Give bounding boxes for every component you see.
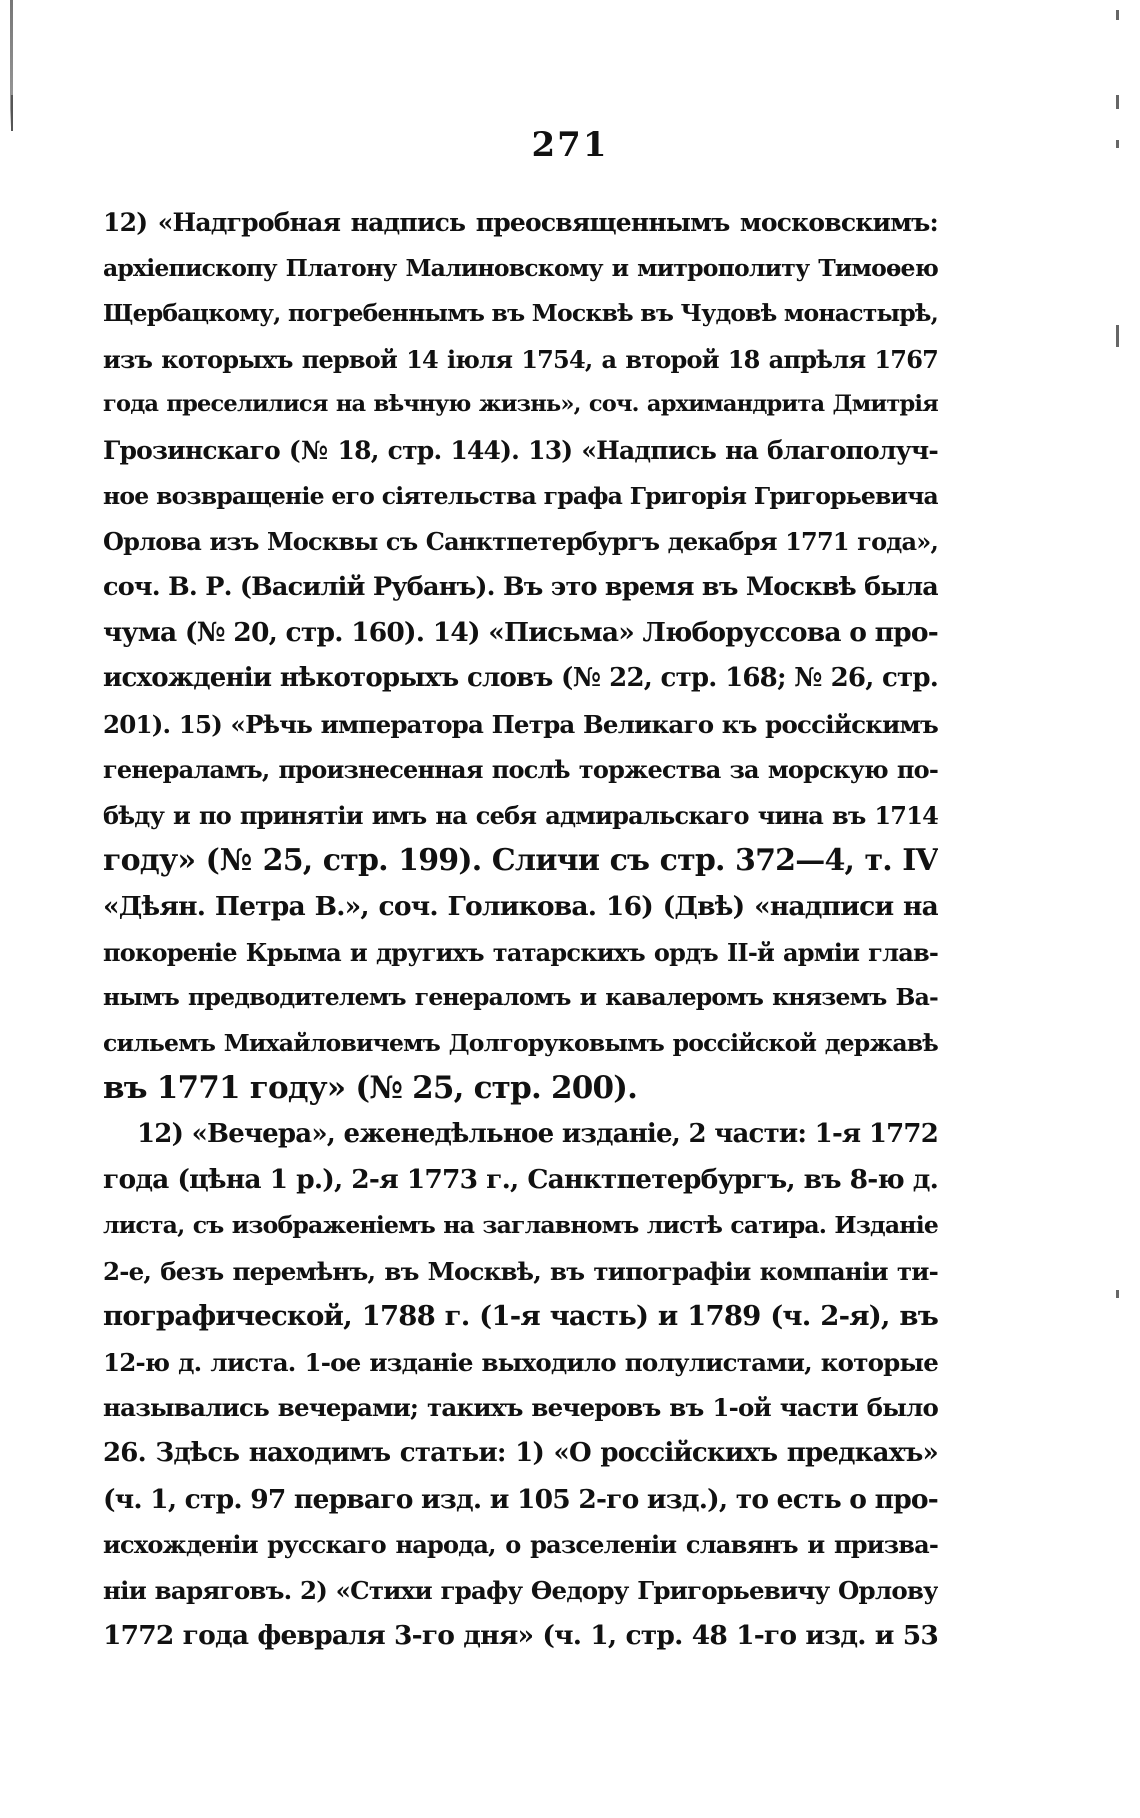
text-line: «Дѣян. Петра В.», соч. Голикова. 16) (Двѣ) «надписи на bbox=[103, 890, 938, 922]
text-line: нымъ предводителемъ генераломъ и кавалеромъ княземъ Ва- bbox=[103, 983, 938, 1012]
text-line: 201). 15) «Рѣчь императора Петра Великаго къ россійскимъ bbox=[103, 709, 938, 739]
text-line: 1772 года февраля 3-го дня» (ч. 1, стр. 48 1-го изд. и 53 bbox=[103, 1620, 938, 1652]
scan-edge-mark bbox=[1116, 10, 1119, 20]
text-line: года (цѣна 1 р.), 2-я 1773 г., Санктпетербургъ, въ 8-ю д. bbox=[103, 1164, 938, 1196]
text-line: исхожденіи нѣкоторыхъ словъ (№ 22, стр. 168; № 26, стр. bbox=[103, 662, 938, 693]
text-line: архіепископу Платону Малиновскому и митрополиту Тимоѳею bbox=[103, 253, 938, 282]
text-line: 12-ю д. листа. 1-ое изданіе выходило полулистами, которые bbox=[103, 1347, 938, 1377]
scan-edge-mark bbox=[1116, 325, 1119, 347]
scan-edge-mark bbox=[1116, 1290, 1119, 1298]
text-line: году» (№ 25, стр. 199). Сличи съ стр. 372—4, т. IV bbox=[103, 843, 938, 879]
text-line: 26. Здѣсь находимъ статьи: 1) «О россійскихъ предкахъ» bbox=[103, 1438, 938, 1469]
text-line: Грозинскаго (№ 18, стр. 144). 13) «Надпись на благополуч- bbox=[103, 435, 938, 465]
text-line: покореніе Крыма и другихъ татарскихъ ордъ II-й арміи глав- bbox=[103, 937, 938, 967]
scan-right-edge bbox=[1116, 0, 1120, 1818]
text-line: Щербацкому, погребеннымъ въ Москвѣ въ Чудовѣ монастырѣ, bbox=[103, 299, 938, 328]
text-line: назывались вечерами; такихъ вечеровъ въ 1-ой части было bbox=[103, 1393, 938, 1423]
text-line: бѣду и по принятіи имъ на себя адмиральскаго чина въ 1714 bbox=[103, 800, 938, 830]
text-line: ное возвращеніе его сіятельства графа Григорія Григорьевича bbox=[103, 481, 938, 510]
text-line: сильемъ Михайловичемъ Долгоруковымъ россійской державѣ bbox=[103, 1028, 938, 1057]
text-line: изъ которыхъ первой 14 іюля 1754, а второй 18 апрѣля 1767 bbox=[103, 344, 938, 374]
text-line: генераламъ, произнесенная послѣ торжества за морскую по- bbox=[103, 755, 938, 785]
text-line: соч. В. Р. (Василій Рубанъ). Въ это время въ Москвѣ была bbox=[103, 571, 938, 602]
text-line: Орлова изъ Москвы съ Санктпетербургъ декабря 1771 года», bbox=[103, 527, 938, 557]
text-line: 2-е, безъ перемѣнъ, въ Москвѣ, въ типографіи компаніи ти- bbox=[103, 1256, 938, 1286]
scan-edge-mark bbox=[1116, 95, 1119, 109]
page-number: 271 bbox=[531, 125, 609, 165]
text-line: ніи варяговъ. 2) «Стихи графу Ѳедору Григорьевичу Орлову bbox=[103, 1575, 938, 1605]
text-line: (ч. 1, стр. 97 перваго изд. и 105 2-го изд.), то есть о про- bbox=[103, 1483, 938, 1515]
text-line: въ 1771 году» (№ 25, стр. 200). bbox=[103, 1070, 638, 1107]
text-line: чума (№ 20, стр. 160). 14) «Письма» Люборуссова о про- bbox=[103, 617, 938, 649]
text-line: листа, съ изображеніемъ на заглавномъ листѣ сатира. Изданіе bbox=[103, 1211, 938, 1240]
text-line: 12) «Вечера», еженедѣльное изданіе, 2 части: 1-я 1772 bbox=[137, 1118, 938, 1149]
text-line: пографической, 1788 г. (1-я часть) и 1789 (ч. 2-я), въ bbox=[103, 1300, 938, 1333]
text-line: исхожденіи русскаго народа, о разселеніи славянъ и призва- bbox=[103, 1530, 938, 1560]
body-text bbox=[103, 200, 938, 1659]
scan-left-edge bbox=[10, 0, 13, 1818]
text-line: 12) «Надгробная надпись преосвященнымъ московскимъ: bbox=[103, 208, 938, 237]
text-line: года преселилися на вѣчную жизнь», соч. архимандрита Дмитрія bbox=[103, 391, 938, 418]
